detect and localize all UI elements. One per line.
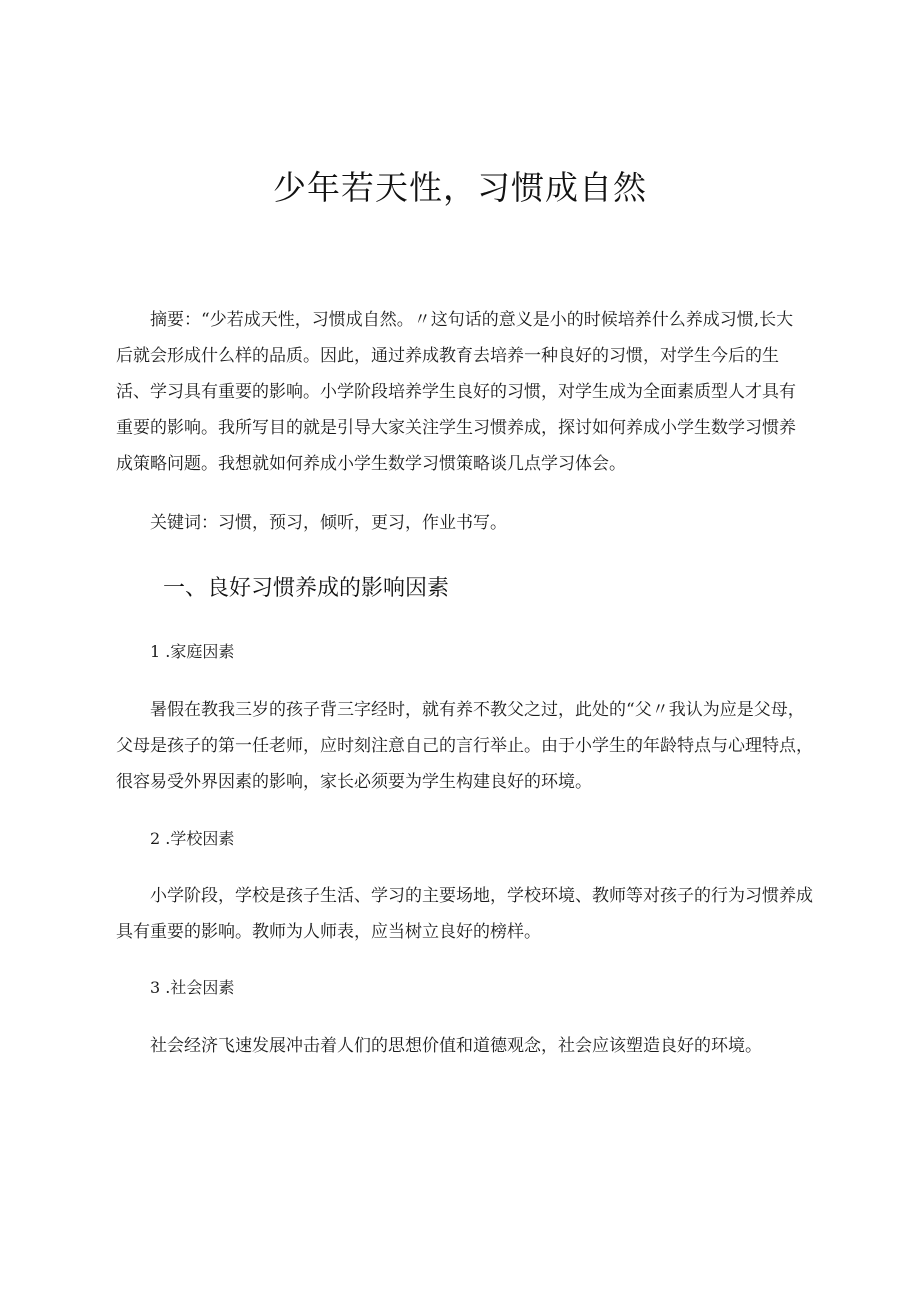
keywords: 关键词：习惯，预习，倾听，更习，作业书写。	[150, 513, 507, 533]
paragraph-line: 具有重要的影响。教师为人师表，应当树立良好的榜样。	[116, 922, 541, 942]
paragraph-line: 暑假在教我三岁的孩子背三字经时，就有养不教父之过，此处的“父〃我认为应是父母，	[150, 700, 805, 720]
abstract-line: 重要的影响。我所写目的就是引导大家关注学生习惯养成，探讨如何养成小学生数学习惯养	[116, 418, 796, 438]
abstract-line: 活、学习具有重要的影响。小学阶段培养学生良好的习惯，对学生成为全面素质型人才具有	[116, 382, 796, 402]
abstract-line: 成策略问题。我想就如何养成小学生数学习惯策略谈几点学习体会。	[116, 454, 626, 474]
paragraph-line: 社会经济飞速发展冲击着人们的思想价值和道德观念，社会应该塑造良好的环境。	[150, 1036, 762, 1056]
subsection-heading-society: 3 .社会因素	[150, 978, 235, 997]
section-heading: 一、良好习惯养成的影响因素	[163, 576, 450, 601]
subsection-heading-family: 1 .家庭因素	[150, 642, 235, 661]
subsection-heading-school: 2 .学校因素	[150, 829, 235, 848]
abstract-line: 后就会形成什么样的品质。因此，通过养成教育去培养一种良好的习惯，对学生今后的生	[116, 346, 779, 366]
abstract-line: 摘要：“少若成天性，习惯成自然。〃这句话的意义是小的时候培养什么养成习惯,长大	[150, 310, 794, 330]
paragraph-line: 父母是孩子的第一任老师，应时刻注意自己的言行举止。由于小学生的年龄特点与心理特点，	[116, 736, 813, 756]
paragraph-line: 小学阶段，学校是孩子生活、学习的主要场地，学校环境、教师等对孩子的行为习惯养成	[150, 886, 813, 906]
document-title: 少年若天性，习惯成自然	[273, 168, 647, 207]
paragraph-line: 很容易受外界因素的影响，家长必须要为学生构建良好的环境。	[116, 772, 592, 792]
